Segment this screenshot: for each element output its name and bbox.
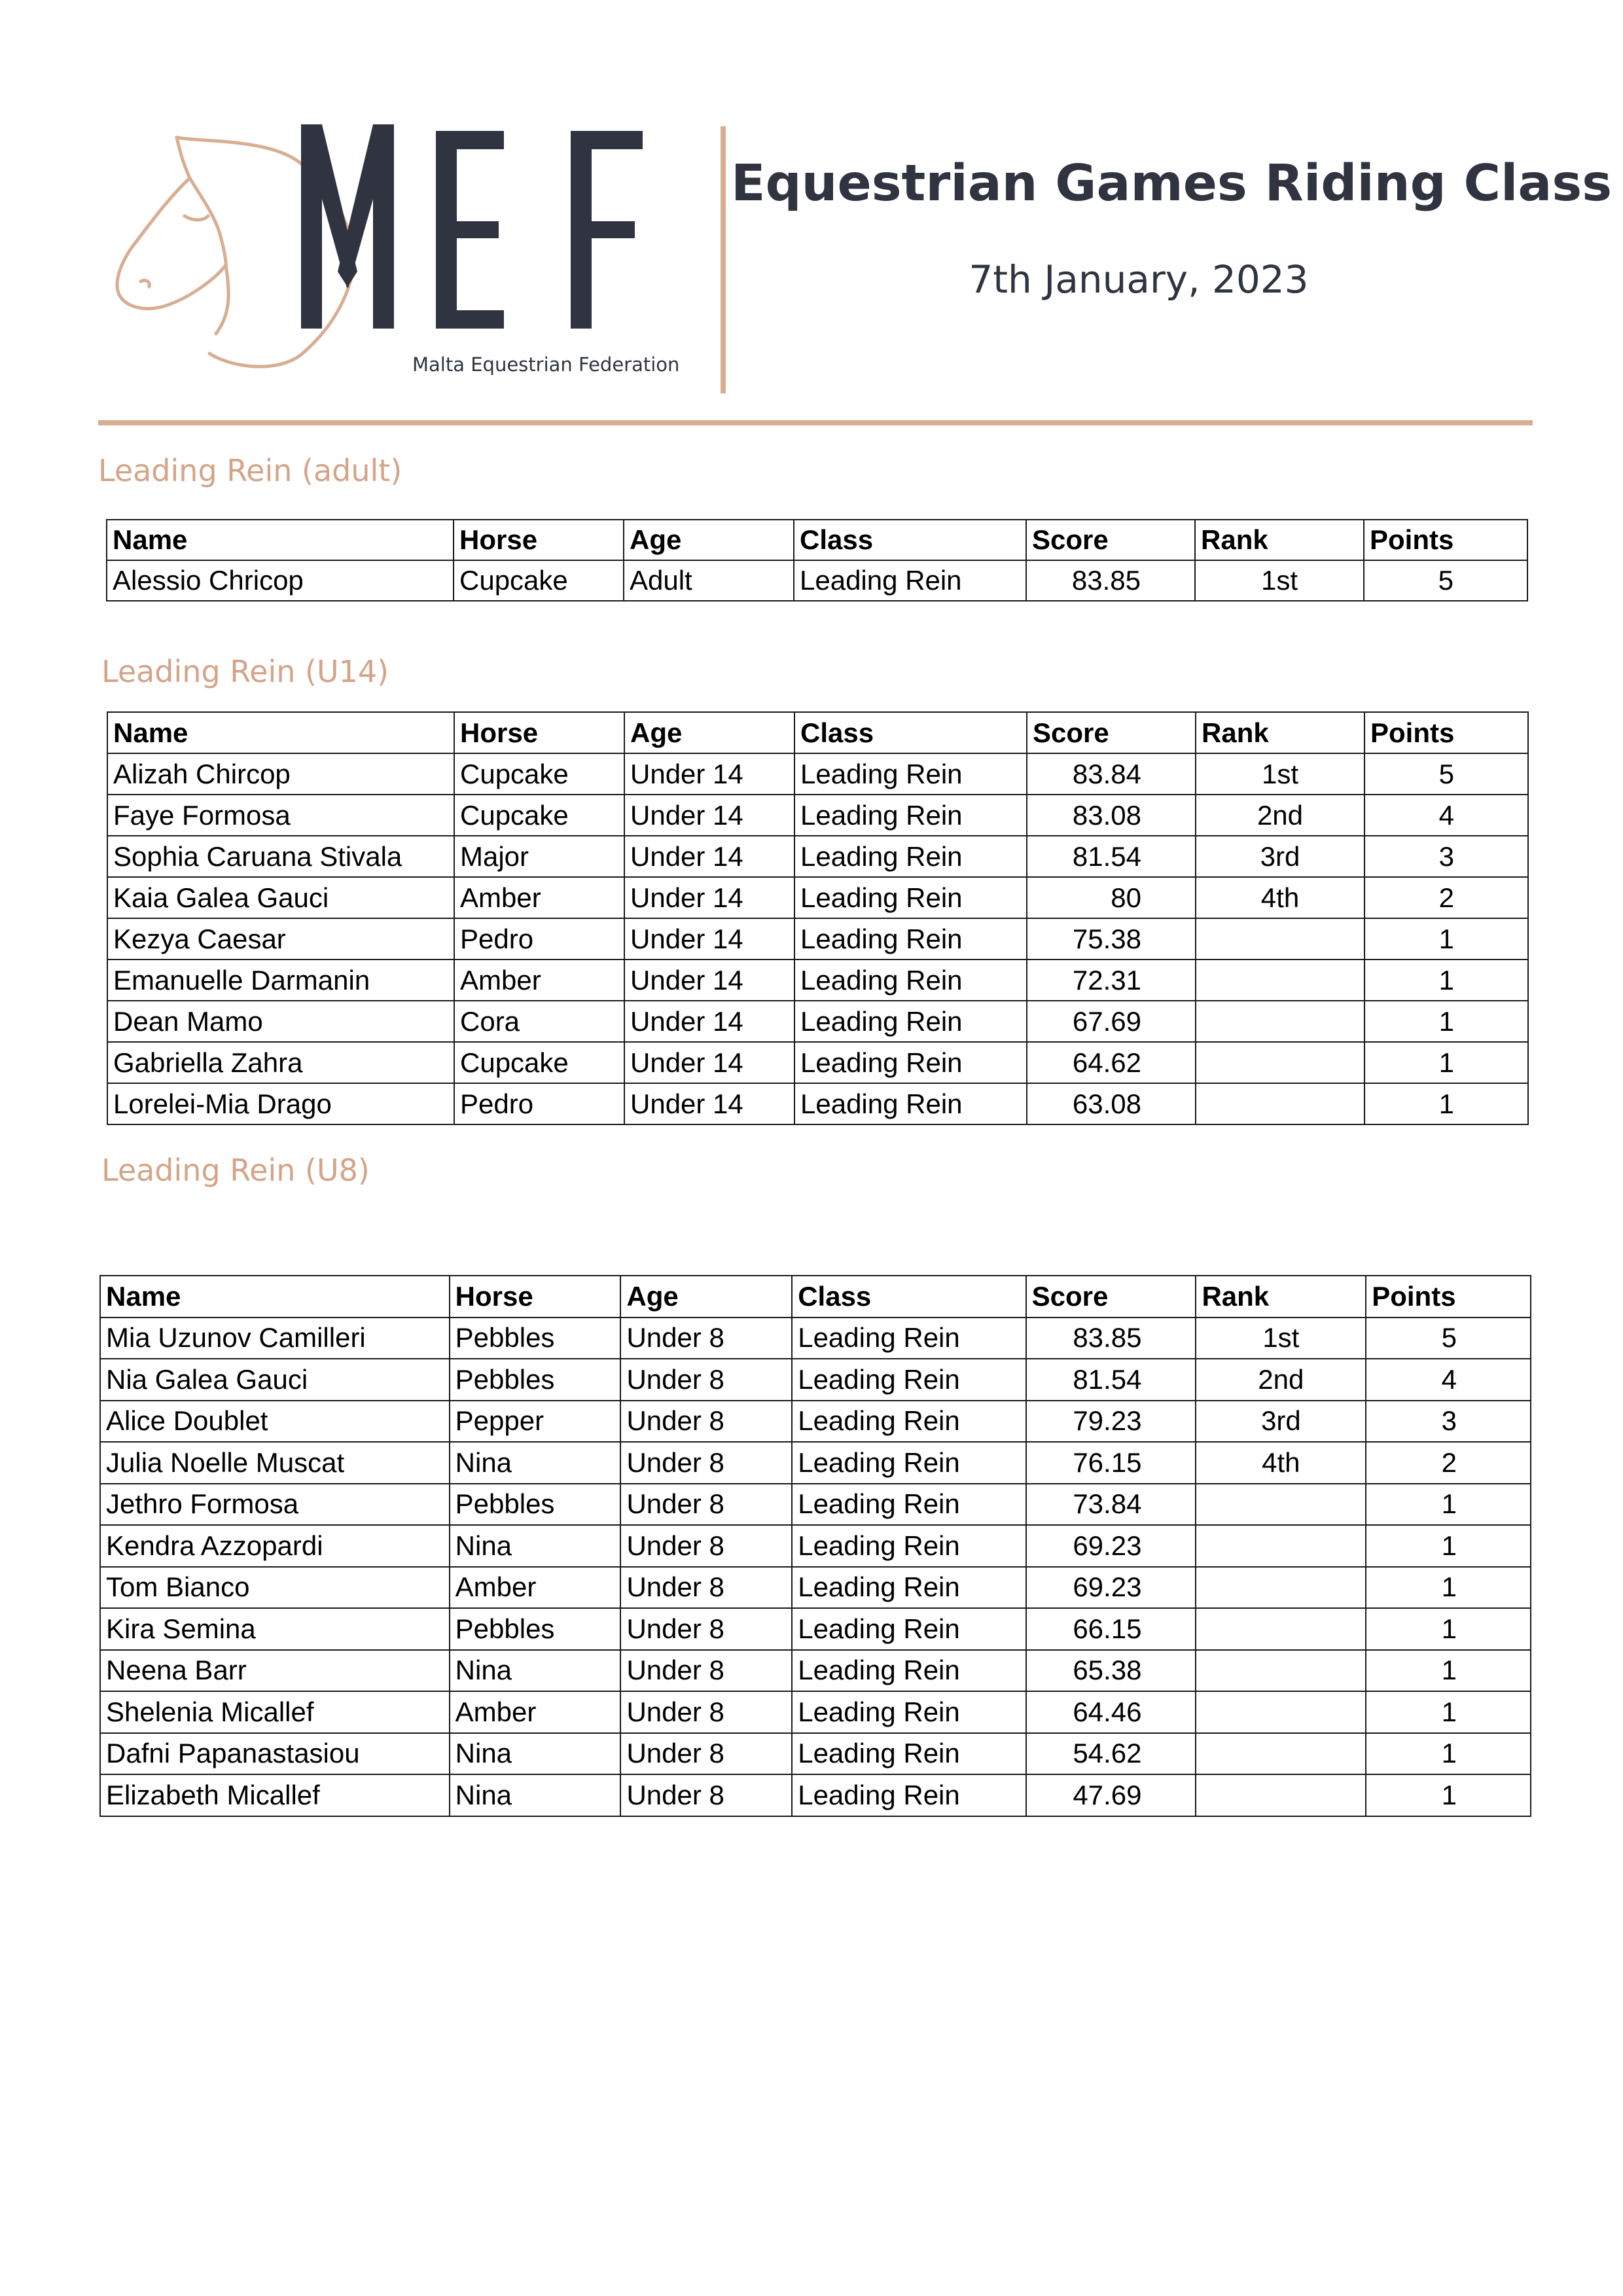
cell-age: Under 8 <box>620 1318 792 1359</box>
table-row <box>100 1525 1531 1567</box>
cell-name: Lorelei-Mia Drago <box>107 1083 454 1124</box>
cell-horse: Cupcake <box>454 1042 624 1083</box>
table-row <box>107 560 1527 601</box>
table-row <box>107 877 1528 918</box>
cell-horse: Nina <box>450 1442 621 1484</box>
cell-rank <box>1196 1042 1364 1083</box>
cell-score: 69.23 <box>1026 1525 1196 1567</box>
results-table-u14 <box>107 711 1529 1125</box>
cell-rank <box>1196 1608 1366 1650</box>
cell-horse: Nina <box>450 1733 621 1775</box>
cell-rank: 1st <box>1196 753 1364 795</box>
mef-letters <box>301 124 643 329</box>
cell-horse: Amber <box>454 877 624 918</box>
column-header-name: Name <box>107 520 454 560</box>
cell-age: Under 14 <box>624 960 794 1001</box>
cell-score: 65.38 <box>1026 1650 1196 1692</box>
cell-score: 66.15 <box>1026 1608 1196 1650</box>
cell-name: Gabriella Zahra <box>107 1042 454 1083</box>
cell-name: Neena Barr <box>100 1650 450 1692</box>
cell-name: Julia Noelle Muscat <box>100 1442 450 1484</box>
cell-points: 5 <box>1364 560 1527 601</box>
cell-class: Leading Rein <box>794 918 1027 960</box>
cell-points: 5 <box>1366 1318 1531 1359</box>
cell-horse: Amber <box>450 1691 621 1733</box>
cell-age: Under 8 <box>620 1401 792 1443</box>
cell-name: Dean Mamo <box>107 1001 454 1042</box>
section-title-u14: Leading Rein (U14) <box>101 654 389 689</box>
cell-score: 81.54 <box>1027 836 1196 877</box>
cell-score: 67.69 <box>1027 1001 1196 1042</box>
cell-class: Leading Rein <box>792 1484 1026 1526</box>
table-row <box>100 1691 1531 1733</box>
table-row <box>107 1083 1528 1124</box>
cell-points: 1 <box>1366 1525 1531 1567</box>
column-header-score: Score <box>1026 1276 1196 1318</box>
cell-age: Under 14 <box>624 795 794 836</box>
table-row <box>100 1774 1531 1816</box>
page-title: Equestrian Games Riding Class <box>730 154 1613 213</box>
cell-class: Leading Rein <box>794 560 1026 601</box>
cell-rank <box>1196 918 1364 960</box>
cell-points: 1 <box>1364 918 1528 960</box>
cell-age: Under 8 <box>620 1733 792 1775</box>
cell-class: Leading Rein <box>794 960 1027 1001</box>
cell-rank <box>1196 1484 1366 1526</box>
table-row <box>100 1401 1531 1443</box>
cell-rank <box>1196 1650 1366 1692</box>
cell-points: 3 <box>1366 1401 1531 1443</box>
column-header-rank: Rank <box>1196 1276 1366 1318</box>
cell-horse: Cora <box>454 1001 624 1042</box>
cell-age: Under 14 <box>624 753 794 795</box>
cell-name: Emanuelle Darmanin <box>107 960 454 1001</box>
cell-horse: Cupcake <box>454 753 624 795</box>
cell-name: Mia Uzunov Camilleri <box>100 1318 450 1359</box>
cell-name: Kendra Azzopardi <box>100 1525 450 1567</box>
cell-age: Under 8 <box>620 1484 792 1526</box>
cell-age: Under 8 <box>620 1359 792 1401</box>
table-row <box>100 1608 1531 1650</box>
cell-class: Leading Rein <box>792 1318 1026 1359</box>
cell-rank: 3rd <box>1196 1401 1366 1443</box>
cell-class: Leading Rein <box>792 1442 1026 1484</box>
cell-age: Under 8 <box>620 1608 792 1650</box>
cell-score: 63.08 <box>1027 1083 1196 1124</box>
cell-class: Leading Rein <box>794 753 1027 795</box>
column-header-horse: Horse <box>450 1276 621 1318</box>
cell-rank: 2nd <box>1196 1359 1366 1401</box>
cell-points: 4 <box>1364 795 1528 836</box>
column-header-horse: Horse <box>454 712 624 753</box>
cell-name: Jethro Formosa <box>100 1484 450 1526</box>
cell-horse: Pebbles <box>450 1608 621 1650</box>
cell-name: Alessio Chricop <box>107 560 454 601</box>
cell-horse: Pebbles <box>450 1359 621 1401</box>
cell-name: Sophia Caruana Stivala <box>107 836 454 877</box>
cell-rank <box>1196 1774 1366 1816</box>
cell-horse: Nina <box>450 1650 621 1692</box>
header-rule <box>98 420 1533 425</box>
column-header-score: Score <box>1027 712 1196 753</box>
cell-age: Under 8 <box>620 1567 792 1609</box>
cell-rank <box>1196 1083 1364 1124</box>
column-header-rank: Rank <box>1195 520 1364 560</box>
table-row <box>100 1733 1531 1775</box>
cell-name: Shelenia Micallef <box>100 1691 450 1733</box>
cell-points: 4 <box>1366 1359 1531 1401</box>
cell-name: Nia Galea Gauci <box>100 1359 450 1401</box>
event-date: 7th January, 2023 <box>969 257 1309 302</box>
cell-age: Under 14 <box>624 1042 794 1083</box>
logo-subtitle: Malta Equestrian Federation <box>412 353 680 376</box>
cell-points: 5 <box>1364 753 1528 795</box>
cell-age: Under 8 <box>620 1774 792 1816</box>
column-header-points: Points <box>1366 1276 1531 1318</box>
cell-score: 75.38 <box>1027 918 1196 960</box>
cell-rank: 4th <box>1196 877 1364 918</box>
cell-class: Leading Rein <box>792 1567 1026 1609</box>
cell-age: Under 14 <box>624 1001 794 1042</box>
column-header-age: Age <box>624 520 794 560</box>
cell-horse: Nina <box>450 1525 621 1567</box>
cell-name: Tom Bianco <box>100 1567 450 1609</box>
table-row <box>107 753 1528 795</box>
cell-rank <box>1196 1525 1366 1567</box>
column-header-class: Class <box>792 1276 1026 1318</box>
cell-name: Kezya Caesar <box>107 918 454 960</box>
cell-points: 1 <box>1364 1001 1528 1042</box>
cell-points: 1 <box>1366 1567 1531 1609</box>
cell-score: 64.46 <box>1026 1691 1196 1733</box>
cell-age: Under 8 <box>620 1442 792 1484</box>
cell-class: Leading Rein <box>792 1650 1026 1692</box>
cell-rank: 1st <box>1195 560 1364 601</box>
table-row <box>107 836 1528 877</box>
table-header-row <box>100 1276 1531 1318</box>
column-header-class: Class <box>794 712 1027 753</box>
cell-class: Leading Rein <box>794 1083 1027 1124</box>
cell-rank: 2nd <box>1196 795 1364 836</box>
cell-class: Leading Rein <box>792 1401 1026 1443</box>
cell-score: 80 <box>1027 877 1196 918</box>
table-row <box>100 1318 1531 1359</box>
cell-horse: Pebbles <box>450 1318 621 1359</box>
cell-class: Leading Rein <box>794 1001 1027 1042</box>
cell-horse: Pebbles <box>450 1484 621 1526</box>
cell-score: 64.62 <box>1027 1042 1196 1083</box>
cell-horse: Amber <box>450 1567 621 1609</box>
cell-score: 79.23 <box>1026 1401 1196 1443</box>
cell-rank <box>1196 1001 1364 1042</box>
cell-points: 1 <box>1364 1083 1528 1124</box>
cell-name: Alizah Chircop <box>107 753 454 795</box>
cell-horse: Pedro <box>454 918 624 960</box>
cell-class: Leading Rein <box>794 1042 1027 1083</box>
table-header-row <box>107 520 1527 560</box>
cell-class: Leading Rein <box>792 1525 1026 1567</box>
table-header-row <box>107 712 1528 753</box>
cell-points: 1 <box>1366 1733 1531 1775</box>
cell-rank <box>1196 960 1364 1001</box>
cell-points: 1 <box>1364 960 1528 1001</box>
column-header-age: Age <box>624 712 794 753</box>
cell-horse: Major <box>454 836 624 877</box>
cell-class: Leading Rein <box>792 1691 1026 1733</box>
cell-age: Under 8 <box>620 1650 792 1692</box>
cell-horse: Pedro <box>454 1083 624 1124</box>
column-header-horse: Horse <box>454 520 624 560</box>
table-row <box>107 1001 1528 1042</box>
cell-score: 83.85 <box>1026 1318 1196 1359</box>
cell-rank <box>1196 1733 1366 1775</box>
cell-class: Leading Rein <box>792 1608 1026 1650</box>
cell-rank: 1st <box>1196 1318 1366 1359</box>
cell-score: 47.69 <box>1026 1774 1196 1816</box>
cell-class: Leading Rein <box>792 1733 1026 1775</box>
cell-age: Adult <box>624 560 794 601</box>
table-row <box>107 795 1528 836</box>
column-header-class: Class <box>794 520 1026 560</box>
cell-name: Faye Formosa <box>107 795 454 836</box>
cell-age: Under 14 <box>624 836 794 877</box>
cell-score: 69.23 <box>1026 1567 1196 1609</box>
cell-age: Under 14 <box>624 877 794 918</box>
results-table-u8 <box>99 1275 1531 1817</box>
cell-horse: Nina <box>450 1774 621 1816</box>
cell-points: 1 <box>1364 1042 1528 1083</box>
column-header-score: Score <box>1026 520 1195 560</box>
cell-points: 2 <box>1364 877 1528 918</box>
cell-class: Leading Rein <box>794 795 1027 836</box>
cell-name: Kira Semina <box>100 1608 450 1650</box>
cell-rank: 4th <box>1196 1442 1366 1484</box>
cell-score: 54.62 <box>1026 1733 1196 1775</box>
cell-name: Elizabeth Micallef <box>100 1774 450 1816</box>
cell-score: 81.54 <box>1026 1359 1196 1401</box>
table-row <box>107 960 1528 1001</box>
cell-score: 83.08 <box>1027 795 1196 836</box>
cell-class: Leading Rein <box>792 1774 1026 1816</box>
cell-name: Alice Doublet <box>100 1401 450 1443</box>
cell-score: 83.84 <box>1027 753 1196 795</box>
cell-class: Leading Rein <box>792 1359 1026 1401</box>
cell-rank <box>1196 1691 1366 1733</box>
column-header-rank: Rank <box>1196 712 1364 753</box>
cell-horse: Pepper <box>450 1401 621 1443</box>
table-row <box>100 1442 1531 1484</box>
cell-score: 83.85 <box>1026 560 1195 601</box>
cell-score: 72.31 <box>1027 960 1196 1001</box>
cell-horse: Amber <box>454 960 624 1001</box>
cell-age: Under 14 <box>624 918 794 960</box>
results-table-adult <box>106 519 1528 601</box>
cell-points: 1 <box>1366 1608 1531 1650</box>
cell-points: 3 <box>1364 836 1528 877</box>
cell-age: Under 8 <box>620 1525 792 1567</box>
cell-rank: 3rd <box>1196 836 1364 877</box>
table-row <box>100 1359 1531 1401</box>
cell-age: Under 8 <box>620 1691 792 1733</box>
cell-horse: Cupcake <box>454 795 624 836</box>
cell-name: Kaia Galea Gauci <box>107 877 454 918</box>
cell-name: Dafni Papanastasiou <box>100 1733 450 1775</box>
cell-class: Leading Rein <box>794 877 1027 918</box>
cell-points: 1 <box>1366 1774 1531 1816</box>
cell-points: 1 <box>1366 1484 1531 1526</box>
section-title-adult: Leading Rein (adult) <box>98 453 402 488</box>
cell-points: 1 <box>1366 1691 1531 1733</box>
cell-age: Under 14 <box>624 1083 794 1124</box>
cell-points: 1 <box>1366 1650 1531 1692</box>
column-header-points: Points <box>1364 712 1528 753</box>
cell-rank <box>1196 1567 1366 1609</box>
cell-points: 2 <box>1366 1442 1531 1484</box>
table-row <box>107 918 1528 960</box>
column-header-name: Name <box>107 712 454 753</box>
table-row <box>100 1567 1531 1609</box>
table-row <box>107 1042 1528 1083</box>
cell-horse: Cupcake <box>454 560 624 601</box>
column-header-age: Age <box>620 1276 792 1318</box>
table-row <box>100 1650 1531 1692</box>
column-header-name: Name <box>100 1276 450 1318</box>
cell-score: 73.84 <box>1026 1484 1196 1526</box>
cell-score: 76.15 <box>1026 1442 1196 1484</box>
table-row <box>100 1484 1531 1526</box>
column-header-points: Points <box>1364 520 1527 560</box>
cell-class: Leading Rein <box>794 836 1027 877</box>
section-title-u8: Leading Rein (U8) <box>101 1153 370 1188</box>
